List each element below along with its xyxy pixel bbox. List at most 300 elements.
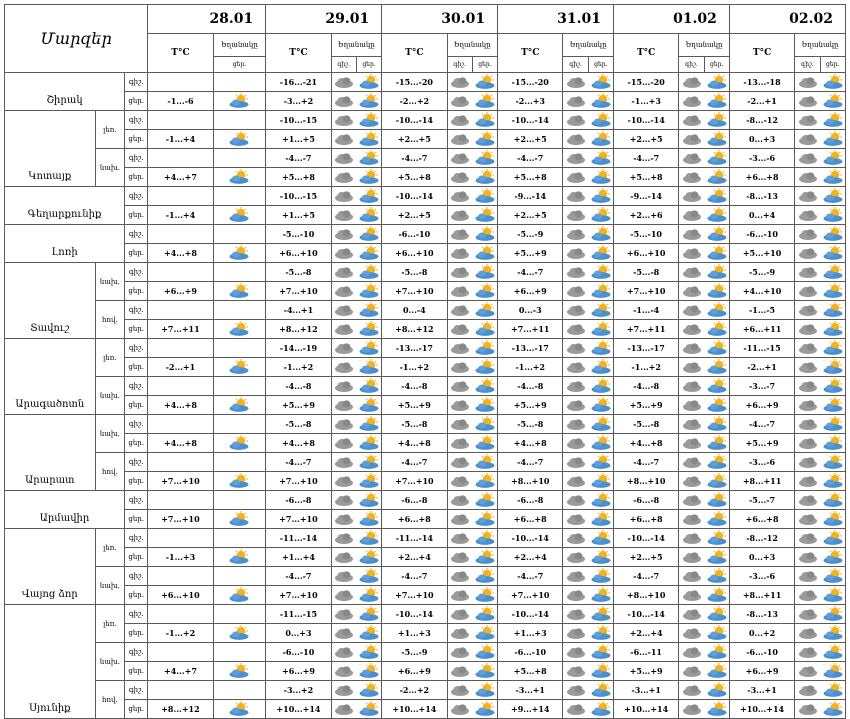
day-temp: +6...+8 (745, 514, 779, 524)
cloud-icon (682, 683, 702, 697)
table-row (5, 263, 846, 282)
night-temp: -10...-14 (627, 115, 665, 125)
day-temp: -2...+3 (515, 96, 545, 106)
cloud-icon (450, 512, 470, 526)
table-row (5, 510, 846, 529)
sun-cloud-icon (358, 682, 380, 698)
cloud-icon (566, 303, 586, 317)
day-temp: +6...+9 (745, 400, 779, 410)
cloud-icon (334, 645, 354, 659)
night-temp: -15...-20 (511, 77, 549, 87)
night-temp: -4...-7 (748, 419, 776, 429)
cloud-icon (334, 588, 354, 602)
cloud-icon (798, 702, 818, 716)
sun-cloud-icon (822, 93, 844, 109)
night-temp: -6...-10 (282, 647, 315, 657)
region-name: Շիրակ (46, 95, 83, 106)
day-temp: +6...+8 (397, 514, 431, 524)
cloud-icon (798, 341, 818, 355)
region-name: Արարատ (25, 475, 75, 486)
cloud-icon (450, 588, 470, 602)
night-temp: -10...-14 (395, 191, 433, 201)
cloud-icon (450, 303, 470, 317)
cloud-icon (334, 455, 354, 469)
sun-cloud-icon (358, 74, 380, 90)
period-day-label: ցեր. (128, 515, 145, 523)
sun-cloud-icon (358, 359, 380, 375)
forecast-table-wrapper (4, 4, 846, 714)
table-row (5, 206, 846, 225)
cloud-icon (450, 284, 470, 298)
cloud-icon (334, 341, 354, 355)
period-day-label: ցեր. (128, 553, 145, 561)
sun-cloud-icon (474, 454, 496, 470)
sun-cloud-icon (590, 321, 612, 337)
cloud-icon (450, 208, 470, 222)
sun-cloud-icon (228, 397, 250, 413)
day-temp: +9...+14 (511, 704, 550, 714)
cloud-icon (566, 341, 586, 355)
cloud-icon (682, 645, 702, 659)
sun-cloud-icon (474, 587, 496, 603)
day-temp: 0...+3 (285, 628, 312, 638)
sun-cloud-icon (590, 378, 612, 394)
day-temp: +6...+9 (281, 666, 315, 676)
day-temp-28: +7...+10 (161, 514, 200, 524)
cloud-icon (682, 626, 702, 640)
cloud-icon (450, 379, 470, 393)
night-temp: -10...-14 (395, 115, 433, 125)
day-temp: 0...+3 (748, 552, 776, 562)
day-temp-28: +6...+9 (164, 286, 197, 296)
day-temp: +2...+5 (397, 210, 431, 220)
tc-header: T°C (521, 48, 540, 58)
table-row (5, 529, 846, 548)
night-temp: -5...-9 (748, 267, 776, 277)
cloud-icon (798, 227, 818, 241)
table-row (5, 187, 846, 206)
cloud-icon (566, 132, 586, 146)
table-row (5, 491, 846, 510)
cloud-icon (334, 417, 354, 431)
sun-cloud-icon (706, 226, 728, 242)
zone-label: լեռ. (103, 619, 117, 628)
day-temp: -1...+2 (399, 362, 430, 372)
cloud-icon (798, 493, 818, 507)
cloud-icon (566, 170, 586, 184)
cloud-icon (450, 113, 470, 127)
period-night-label: գիշ. (128, 686, 144, 694)
sun-cloud-icon (822, 435, 844, 451)
sun-cloud-icon (474, 150, 496, 166)
sun-cloud-icon (358, 587, 380, 603)
sun-cloud-icon (822, 397, 844, 413)
sun-cloud-icon (474, 568, 496, 584)
night-temp: -3...+1 (515, 685, 545, 695)
night-temp: -5...-8 (285, 419, 312, 429)
day-temp: +6...+9 (745, 666, 779, 676)
night-temp: -2...+2 (399, 685, 430, 695)
sun-cloud-icon (358, 568, 380, 584)
table-row (5, 168, 846, 187)
night-temp: -8...-13 (746, 609, 778, 619)
sun-cloud-icon (228, 587, 250, 603)
tc-header: T°C (171, 48, 190, 58)
sun-cloud-icon (822, 112, 844, 128)
sun-cloud-icon (474, 511, 496, 527)
region-name: Սյունիք (29, 703, 71, 714)
cloud-icon (682, 569, 702, 583)
cloud-icon (682, 170, 702, 184)
day-temp-28: -2...+1 (165, 362, 196, 372)
cloud-icon (450, 75, 470, 89)
day-temp: -2...+1 (747, 96, 777, 106)
cloud-icon (334, 227, 354, 241)
cloud-icon (566, 493, 586, 507)
night-temp: -8...-13 (746, 191, 778, 201)
sun-cloud-icon (822, 549, 844, 565)
table-row (5, 624, 846, 643)
sun-cloud-icon (706, 302, 728, 318)
day-temp: -1...+3 (631, 96, 661, 106)
day-temp: +4...+8 (281, 438, 315, 448)
night-temp: -8...-12 (746, 533, 778, 543)
day-temp: +2...+6 (629, 210, 663, 220)
night-temp: -3...+1 (747, 685, 777, 695)
cloud-icon (566, 151, 586, 165)
sun-cloud-icon (474, 473, 496, 489)
cloud-icon (450, 170, 470, 184)
date-header: 01.02 (673, 11, 717, 27)
night-temp: -1...-4 (633, 305, 660, 315)
cloud-icon (566, 265, 586, 279)
night-temp: -4...-7 (633, 457, 660, 467)
sun-cloud-icon (474, 644, 496, 660)
cloud-icon (798, 284, 818, 298)
sun-cloud-icon (590, 682, 612, 698)
day-temp: +7...+10 (511, 590, 550, 600)
day-temp: +5...+8 (397, 172, 431, 182)
sun-cloud-icon (706, 549, 728, 565)
day-subheader: ցեր. (362, 61, 376, 68)
day-temp: +4...+8 (397, 438, 431, 448)
night-temp: -4...-7 (401, 457, 428, 467)
night-temp: -5...-8 (633, 267, 660, 277)
day-temp: 0...+3 (748, 134, 776, 144)
sun-cloud-icon (822, 644, 844, 660)
day-temp: -1...+2 (283, 362, 314, 372)
cloud-icon (682, 322, 702, 336)
sun-cloud-icon (474, 663, 496, 679)
night-subheader: գիշ. (801, 61, 814, 68)
sun-cloud-icon (590, 511, 612, 527)
sun-cloud-icon (228, 321, 250, 337)
sun-cloud-icon (474, 321, 496, 337)
period-day-label: ցեր. (128, 439, 145, 447)
zone-label: լեռ. (103, 543, 117, 552)
tc-header: T°C (752, 48, 772, 58)
cloud-icon (450, 531, 470, 545)
period-day-label: ցեր. (128, 629, 145, 637)
cloud-icon (566, 455, 586, 469)
period-night-label: գիշ. (128, 230, 144, 238)
cloud-icon (450, 493, 470, 507)
cloud-icon (334, 493, 354, 507)
cloud-icon (566, 683, 586, 697)
region-name: Արագածոտն (15, 399, 85, 410)
table-row (5, 301, 846, 320)
date-header: 02.02 (789, 11, 833, 27)
cloud-icon (682, 512, 702, 526)
period-day-label: ցեր. (128, 363, 145, 371)
day-temp: +7...+11 (626, 324, 666, 334)
sun-cloud-icon (590, 131, 612, 147)
cloud-icon (450, 341, 470, 355)
cloud-icon (682, 151, 702, 165)
day-temp: +1...+3 (513, 628, 547, 638)
period-night-label: գիշ. (128, 572, 144, 580)
day-temp: -1...+2 (515, 362, 545, 372)
cloud-icon (334, 607, 354, 621)
tc-header: T°C (405, 48, 424, 58)
sun-cloud-icon (590, 245, 612, 261)
table-row (5, 700, 846, 719)
sun-cloud-icon (590, 644, 612, 660)
cloud-icon (566, 436, 586, 450)
night-temp: -5...-7 (748, 495, 776, 505)
day-temp: +6...+11 (742, 324, 782, 334)
day-temp: +4...+8 (513, 438, 547, 448)
sun-cloud-icon (590, 492, 612, 508)
sun-cloud-icon (822, 321, 844, 337)
cloud-icon (566, 113, 586, 127)
region-name: Կոտայք (28, 171, 72, 182)
cloud-icon (798, 189, 818, 203)
sun-cloud-icon (706, 207, 728, 223)
night-temp: -6...-8 (401, 495, 428, 505)
sun-cloud-icon (822, 587, 844, 603)
night-temp: -3...+1 (631, 685, 661, 695)
day-temp: +7...+10 (626, 286, 666, 296)
sun-cloud-icon (590, 283, 612, 299)
sun-cloud-icon (358, 112, 380, 128)
cloud-icon (798, 246, 818, 260)
day-temp-28: -1...-6 (167, 96, 194, 106)
night-temp: -4...-7 (285, 457, 312, 467)
day-temp: +1...+5 (281, 210, 315, 220)
period-day-label: ցեր. (128, 173, 145, 181)
cloud-icon (566, 702, 586, 716)
sun-cloud-icon (590, 74, 612, 90)
cloud-icon (334, 151, 354, 165)
cloud-icon (334, 113, 354, 127)
night-temp: -6...-10 (514, 647, 547, 657)
sun-cloud-icon (358, 606, 380, 622)
sun-cloud-icon (228, 131, 250, 147)
day-temp: +8...+10 (626, 476, 666, 486)
day-temp: +2...+5 (629, 552, 663, 562)
zone-label: հով. (102, 467, 118, 476)
cloud-icon (566, 227, 586, 241)
sun-cloud-icon (358, 131, 380, 147)
sun-cloud-icon (358, 473, 380, 489)
sun-cloud-icon (706, 625, 728, 641)
sun-cloud-icon (706, 492, 728, 508)
sun-cloud-icon (358, 435, 380, 451)
period-day-label: ցեր. (128, 591, 145, 599)
date-header: 31.01 (557, 11, 601, 27)
sun-cloud-icon (228, 549, 250, 565)
sun-cloud-icon (358, 188, 380, 204)
night-temp: -10...-14 (511, 533, 549, 543)
day-temp: +2...+5 (629, 134, 663, 144)
day-temp: +2...+4 (629, 628, 663, 638)
day-temp: +7...+10 (395, 590, 434, 600)
cloud-icon (450, 246, 470, 260)
sun-cloud-icon (590, 207, 612, 223)
night-temp: -1...-5 (748, 305, 776, 315)
table-row (5, 605, 846, 624)
period-day-label: ցեր. (128, 401, 145, 409)
sun-cloud-icon (706, 264, 728, 280)
sun-cloud-icon (358, 701, 380, 717)
cloud-icon (798, 588, 818, 602)
day-temp: +10...+14 (624, 704, 669, 714)
cloud-icon (566, 398, 586, 412)
night-temp: -10...-14 (627, 533, 665, 543)
period-day-label: ցեր. (128, 249, 145, 257)
day-temp: +7...+10 (395, 476, 434, 486)
cloud-icon (682, 474, 702, 488)
day-temp: +7...+10 (279, 514, 318, 524)
cloud-icon (566, 569, 586, 583)
cloud-icon (798, 569, 818, 583)
cloud-icon (798, 113, 818, 127)
table-row (5, 320, 846, 339)
table-row (5, 377, 846, 396)
cloud-icon (798, 208, 818, 222)
cloud-icon (334, 360, 354, 374)
cloud-icon (798, 455, 818, 469)
cloud-icon (798, 132, 818, 146)
sun-cloud-icon (590, 416, 612, 432)
day-temp: +5...+9 (513, 400, 547, 410)
sun-cloud-icon (228, 701, 250, 717)
sun-cloud-icon (474, 435, 496, 451)
night-temp: -11...-14 (395, 533, 433, 543)
cloud-icon (450, 417, 470, 431)
zone-label: նախ. (99, 391, 120, 400)
sun-cloud-icon (706, 682, 728, 698)
day-temp: +2...+5 (513, 210, 547, 220)
sun-cloud-icon (228, 169, 250, 185)
day-subheader: ցեր. (710, 61, 724, 68)
sun-cloud-icon (590, 93, 612, 109)
cloud-icon (334, 94, 354, 108)
sun-cloud-icon (358, 302, 380, 318)
table-row (5, 472, 846, 491)
sun-cloud-icon (358, 245, 380, 261)
cloud-icon (798, 151, 818, 165)
sun-cloud-icon (474, 549, 496, 565)
day-temp: +5...+9 (629, 400, 663, 410)
tc-header: T°C (289, 48, 308, 58)
sun-cloud-icon (822, 131, 844, 147)
cloud-icon (450, 360, 470, 374)
table-row (5, 567, 846, 586)
cloud-icon (566, 607, 586, 621)
cloud-icon (334, 75, 354, 89)
cloud-icon (334, 189, 354, 203)
sun-cloud-icon (358, 511, 380, 527)
sun-cloud-icon (228, 245, 250, 261)
cloud-icon (450, 550, 470, 564)
night-temp: -4...-8 (633, 381, 660, 391)
cloud-icon (798, 322, 818, 336)
cloud-icon (682, 94, 702, 108)
night-temp: -5...-9 (401, 647, 428, 657)
day-temp: +5...+10 (742, 248, 782, 258)
period-day-label: ցեր. (128, 97, 145, 105)
day-temp-28: +4...+8 (164, 248, 197, 258)
sun-cloud-icon (474, 226, 496, 242)
sun-cloud-icon (228, 625, 250, 641)
period-day-label: ցեր. (128, 705, 145, 713)
table-row (5, 434, 846, 453)
sun-cloud-icon (474, 283, 496, 299)
sun-cloud-icon (474, 530, 496, 546)
day-temp-28: +4...+8 (164, 438, 197, 448)
cloud-icon (566, 664, 586, 678)
day-temp: +7...+10 (279, 476, 318, 486)
day-temp: +10...+14 (740, 704, 785, 714)
sun-cloud-icon (822, 207, 844, 223)
cloud-icon (798, 170, 818, 184)
sun-cloud-icon (358, 283, 380, 299)
night-temp: -5...-8 (401, 419, 428, 429)
sun-cloud-icon (228, 663, 250, 679)
sun-cloud-icon (822, 625, 844, 641)
cloud-icon (566, 189, 586, 203)
sun-cloud-icon (822, 264, 844, 280)
sun-cloud-icon (822, 606, 844, 622)
night-temp: -4...-7 (517, 571, 544, 581)
period-night-label: գիշ. (128, 534, 144, 542)
sun-cloud-icon (706, 644, 728, 660)
date-header: 29.01 (325, 11, 370, 27)
day-temp: +8...+12 (395, 324, 434, 334)
day-temp: +6...+8 (513, 514, 547, 524)
cloud-icon (450, 94, 470, 108)
day-temp: -2...+2 (399, 96, 430, 106)
cloud-icon (798, 417, 818, 431)
sun-cloud-icon (706, 568, 728, 584)
cloud-icon (334, 322, 354, 336)
sun-cloud-icon (706, 169, 728, 185)
period-night-label: գիշ. (128, 192, 144, 200)
day-subheader: ցեր. (594, 61, 608, 68)
period-night-label: գիշ. (128, 610, 144, 618)
period-night-label: գիշ. (128, 78, 144, 86)
cloud-icon (334, 664, 354, 678)
night-subheader: գիշ. (569, 61, 582, 68)
cloud-icon (682, 417, 702, 431)
night-temp: 0...-4 (402, 305, 426, 315)
cloud-icon (798, 607, 818, 621)
sun-cloud-icon (358, 549, 380, 565)
table-row (5, 244, 846, 263)
sun-cloud-icon (706, 511, 728, 527)
